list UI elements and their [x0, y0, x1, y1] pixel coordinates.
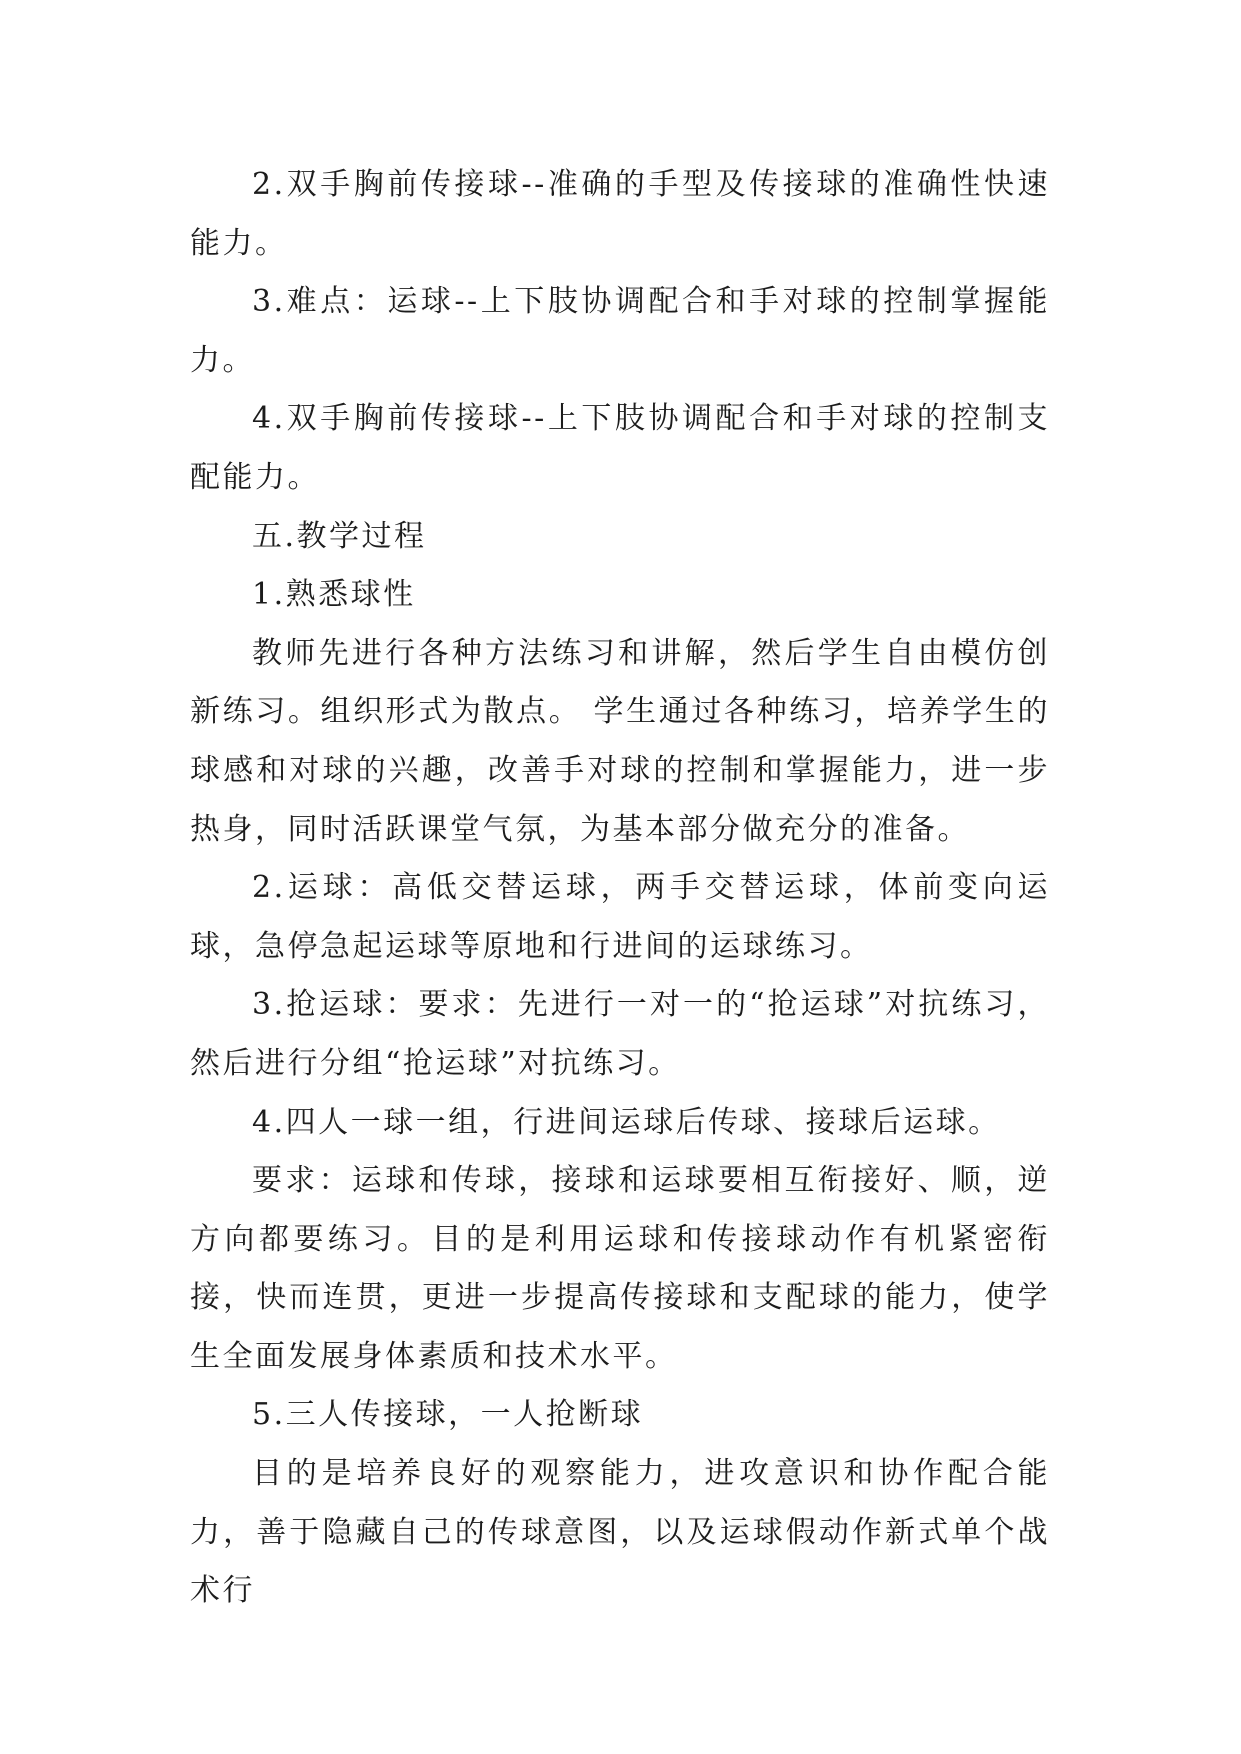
paragraph-8: 要求：运球和传球，接球和运球要相互衔接好、顺，逆方向都要练习。目的是利用运球和传接球动作有机紧密衔接，快而连贯，更进一步提高传接球和支配球的能力，使学生全面发展身体素质和技术水平。: [190, 1163, 1050, 1374]
subsection-heading-1: 1.熟悉球性: [252, 577, 416, 613]
document-page: [190, 156, 1050, 1621]
paragraph-3: 4.双手胸前传接球--上下肢协调配合和手对球的控制支配能力。: [190, 401, 1050, 495]
paragraph-1: 2.双手胸前传接球--准确的手型及传接球的准确性快速能力。: [190, 167, 1050, 261]
section-heading: 五.教学过程: [252, 518, 427, 554]
paragraph-4: 教师先进行各种方法练习和讲解，然后学生自由模仿创新练习。组织形式为散点。 学生通过各种练习，培养学生的球感和对球的兴趣，改善手对球的控制和掌握能力，进一步热身，同时活跃课堂气氛，为基本部分做充分的准备。: [190, 635, 1050, 847]
paragraph-5: 2.运球：高低交替运球，两手交替运球，体前变向运球，急停急起运球等原地和行进间的运球练习。: [190, 870, 1050, 964]
paragraph-7: 4.四人一球一组，行进间运球后传球、接球后运球。: [252, 1104, 1001, 1140]
paragraph-6: 3.抢运球：要求：先进行一对一的“抢运球”对抗练习，然后进行分组“抢运球”对抗练习。: [190, 987, 1050, 1081]
subsection-heading-5: 5.三人传接球，一人抢断球: [252, 1397, 644, 1433]
paragraph-9: 目的是培养良好的观察能力，进攻意识和协作配合能力，善于隐藏自己的传球意图，以及运球假动作新式单个战术行: [190, 1456, 1050, 1609]
paragraph-2: 3.难点：运球--上下肢协调配合和手对球的控制掌握能力。: [190, 284, 1050, 378]
